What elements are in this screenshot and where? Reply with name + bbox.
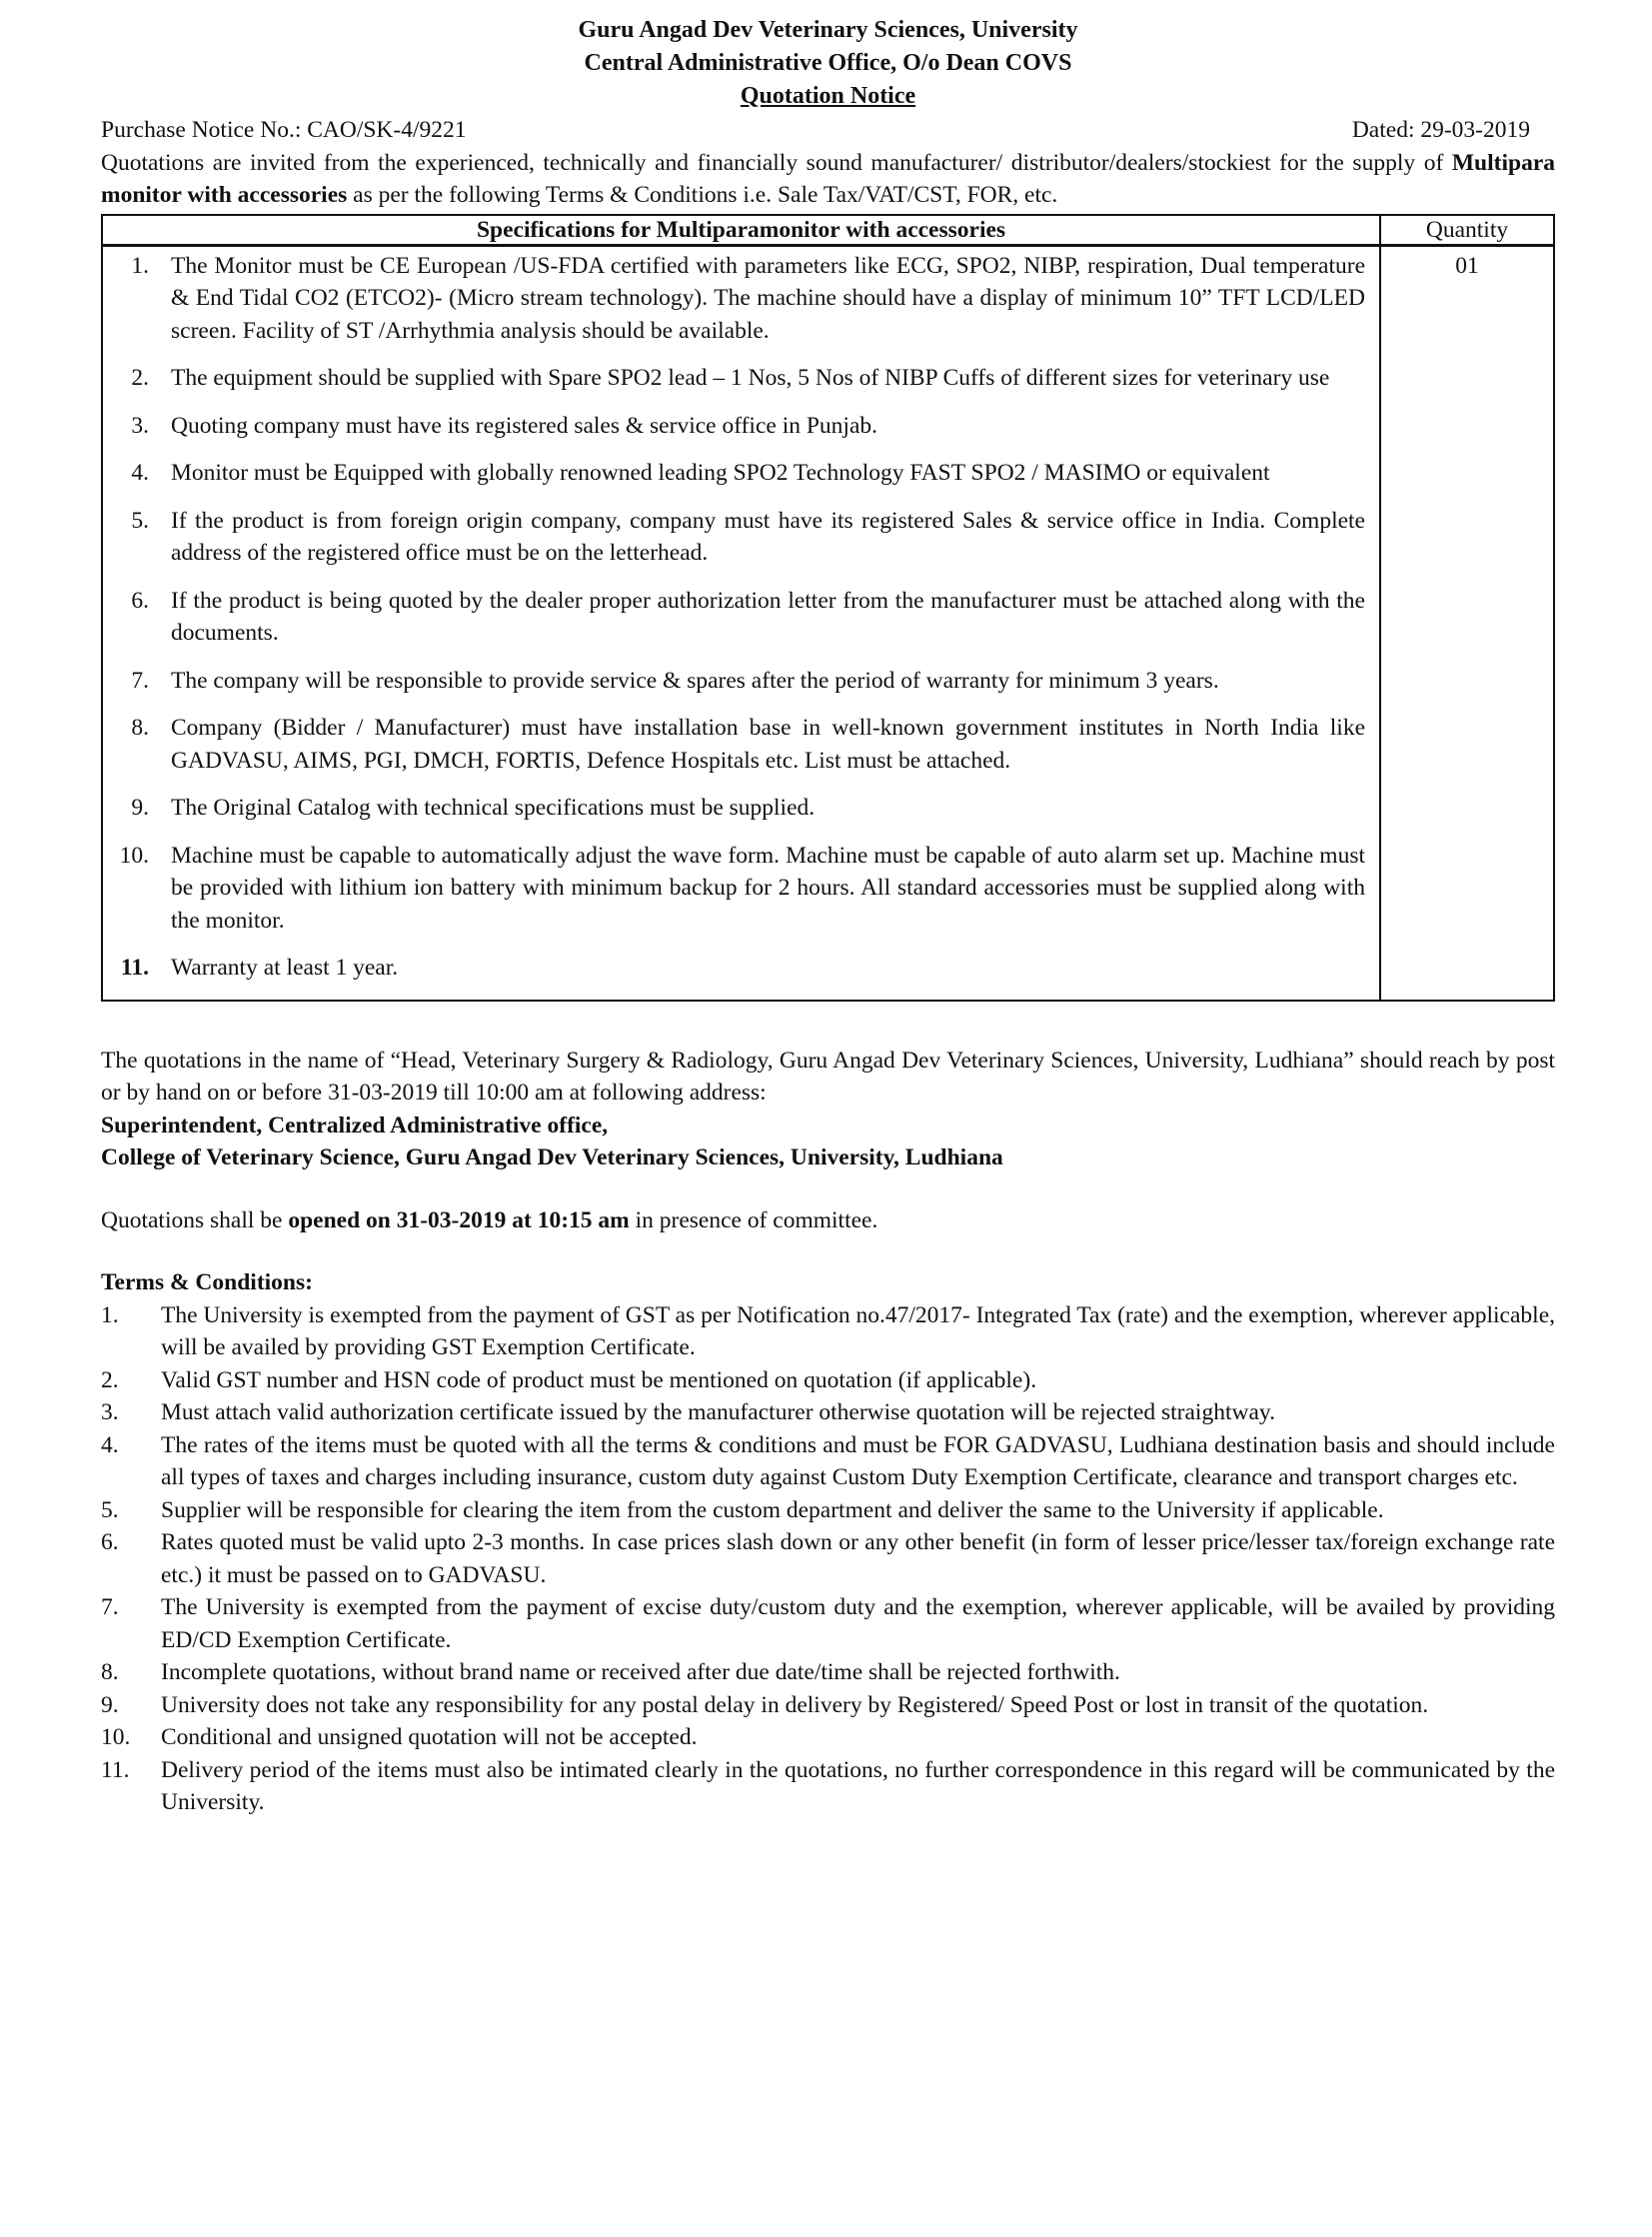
item-number: 4. [131,460,149,486]
item-number: 5. [101,1496,119,1523]
item-number: 10. [119,842,149,869]
list-item [103,250,1379,348]
list-item [103,457,1379,490]
item-text: The company will be responsible to provide service & spares after the period of warranty for minimum 3 years. [171,667,1219,694]
item-text: Must attach valid authorization certificate issued by the manufacturer otherwise quotation will be rejected straightway. [161,1399,1275,1425]
item-text: Conditional and unsigned quotation will not be accepted. [161,1724,698,1750]
opening-notice: Quotations shall be opened on 31-03-2019 at 10:15 am in presence of committee. [101,1206,878,1233]
purchase-notice-number: Purchase Notice No.: CAO/SK-4/9221 [101,117,467,143]
item-number: 3. [101,1399,119,1425]
item-number: 2. [101,1366,119,1393]
item-number: 1. [131,252,149,279]
item-number: 10. [101,1724,131,1750]
notice-meta [101,114,1555,147]
notice-title: Quotation Notice [740,83,916,109]
item-text: Quoting company must have its registered sales & service office in Punjab. [171,412,878,439]
item-number: 1. [101,1301,119,1328]
item-number: 11. [101,1756,130,1783]
item-text: Delivery period of the items must also be intimated clearly in the quotations, no further correspondence in this regard will be communicated by the University. [161,1756,1555,1815]
item-text: Monitor must be Equipped with globally renowned leading SPO2 Technology FAST SPO2 / MASIMO or equivalent [171,460,1270,486]
submission-paragraph: The quotations in the name of “Head, Veterinary Surgery & Radiology, Guru Angad Dev Veterinary Sciences, University, Ludhiana” should reach by post or by hand on or before 31-03-2019 till 10:00 am at following address: [101,1047,1555,1106]
list-item [103,585,1379,650]
office-name: Central Administrative Office, O/o Dean COVS [584,50,1072,76]
terms-heading: Terms & Conditions: [101,1269,313,1295]
item-text: The Monitor must be CE European /US-FDA certified with parameters like ECG, SPO2, NIBP, respiration, Dual temperature & End Tidal CO2 (ETCO2)- (Micro stream technology). The machine should have a display of minimum 10” TFT LCD/LED screen. Facility of ST /Arrhythmia analysis should be available. [171,252,1365,344]
quantity-value: 01 [1380,245,1554,1001]
list-item [101,1656,1555,1689]
item-number: 3. [131,412,149,439]
item-text: Company (Bidder / Manufacturer) must have installation base in well-known government institutes in North India like GADVASU, AIMS, PGI, DMCH, FORTIS, Defence Hospitals etc. List must be attached. [171,715,1365,774]
item-text: The equipment should be supplied with Spare SPO2 lead – 1 Nos, 5 Nos of NIBP Cuffs of different sizes for veterinary use [171,365,1330,391]
list-item [103,840,1379,938]
document-page [101,14,1555,1819]
item-number: 9. [101,1691,119,1718]
list-item [101,1591,1555,1656]
university-name: Guru Angad Dev Veterinary Sciences, University [578,17,1078,43]
list-item [103,362,1379,395]
list-item [101,1721,1555,1754]
spec-column-header: Specifications for Multiparamonitor with accessories [102,215,1380,246]
item-text: University does not take any responsibility for any postal delay in delivery by Registered/ Speed Post or lost in transit of the quotation. [161,1691,1429,1718]
list-item [103,410,1379,443]
list-item [101,1364,1555,1397]
item-text: Rates quoted must be valid upto 2-3 months. In case prices slash down or any other benefit (in form of lesser price/lesser tax/foreign exchange rate etc.) it must be passed on to GADVASU. [161,1529,1555,1588]
address-line-1: Superintendent, Centralized Administrative office, [101,1112,609,1138]
list-item [103,952,1379,985]
list-item [103,792,1379,825]
item-text: If the product is being quoted by the dealer proper authorization letter from the manufacturer must be attached along with the documents. [171,587,1365,646]
list-item [101,1429,1555,1494]
item-text: Machine must be capable to automatically adjust the wave form. Machine must be capable of auto alarm set up. Machine must be provided with lithium ion battery with minimum backup for 2 hours. All standard accessories must be supplied along with the monitor. [171,842,1365,934]
item-number: 7. [131,667,149,694]
address-line-2: College of Veterinary Science, Guru Angad Dev Veterinary Sciences, University, Ludhiana [101,1144,1003,1170]
item-text: If the product is from foreign origin company, company must have its registered Sales & service office in India. Complete address of the registered office must be on the letterhead. [171,507,1365,566]
notice-date: Dated: 29-03-2019 [1351,117,1530,143]
item-text: Supplier will be responsible for clearing the item from the custom department and deliver the same to the University if applicable. [161,1496,1384,1523]
item-text: Incomplete quotations, without brand name or received after due date/time shall be rejected forthwith. [161,1659,1120,1685]
item-number: 6. [101,1529,119,1555]
quantity-column-header: Quantity [1380,215,1554,246]
list-item [103,712,1379,777]
item-number: 8. [101,1659,119,1685]
item-text: Warranty at least 1 year. [171,955,399,981]
item-text: The Original Catalog with technical specifications must be supplied. [171,795,816,821]
item-number: 2. [131,365,149,391]
item-number: 5. [131,507,149,534]
item-text: The University is exempted from the payment of GST as per Notification no.47/2017- Integrated Tax (rate) and the exemption, wherever applicable, will be availed by providing GST Exemption Certificate. [161,1301,1555,1360]
item-text: The University is exempted from the payment of excise duty/custom duty and the exemption, wherever applicable, will be availed by providing ED/CD Exemption Certificate. [161,1594,1555,1653]
list-item [103,505,1379,570]
item-text: The rates of the items must be quoted with all the terms & conditions and must be FOR GADVASU, Ludhiana destination basis and should include all types of taxes and charges including insurance, custom duty against Custom Duty Exemption Certificate, clearance and transport charges etc. [161,1431,1555,1490]
terms-list [101,1299,1555,1819]
item-name: Multipara monitor with accessories [101,149,1555,208]
item-number: 4. [101,1431,119,1458]
list-item [101,1494,1555,1527]
specifications-table [101,214,1555,1002]
list-item [101,1299,1555,1364]
list-item [101,1754,1555,1819]
item-number: 8. [131,715,149,741]
item-text: Valid GST number and HSN code of product must be mentioned on quotation (if applicable). [161,1366,1037,1393]
list-item [101,1689,1555,1722]
item-number: 11. [120,955,149,981]
list-item [103,665,1379,698]
intro-paragraph: Quotations are invited from the experienced, technically and financially sound manufacturer/ distributor/dealers/stockiest for the supply of Multipara monitor with accessories as per the following Terms & Conditions i.e. Sale Tax/VAT/CST, FOR, etc. [101,149,1555,208]
list-item [101,1396,1555,1429]
spec-list [102,245,1380,1001]
item-number: 6. [131,587,149,614]
item-number: 7. [101,1594,119,1620]
item-number: 9. [131,795,149,821]
list-item [101,1526,1555,1591]
